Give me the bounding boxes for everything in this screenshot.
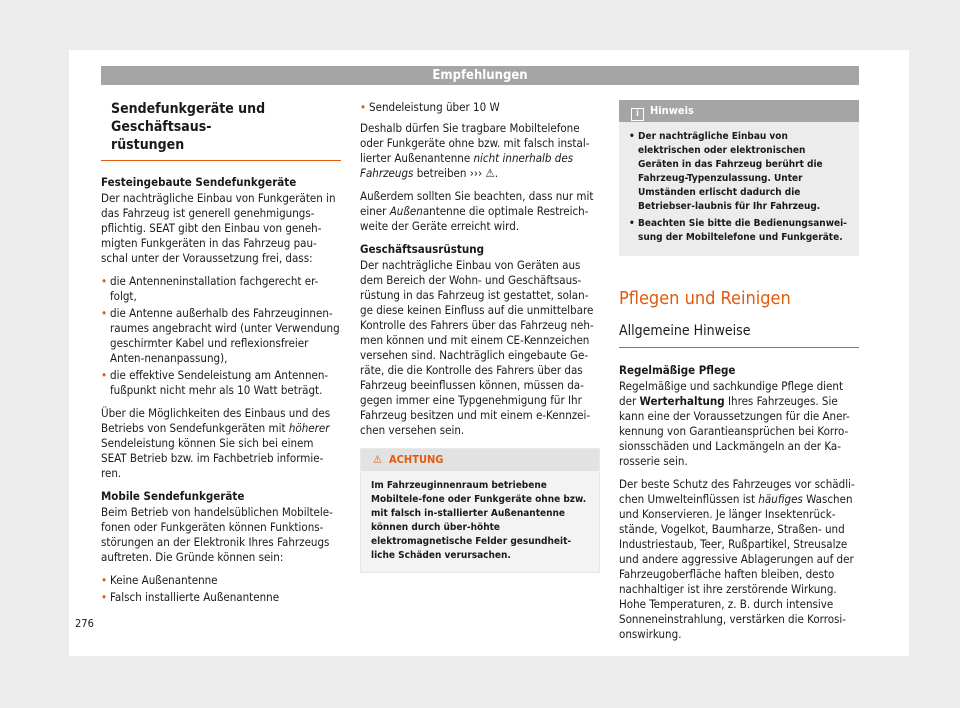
column-1	[101, 100, 341, 607]
paragraph: Deshalb dürfen Sie tragbare Mobiltelefone oder Funkgeräte ohne bzw. mit falsch instal-lierter Außenantenne nicht innerhalb des Fahrzeugs betreiben ››› ⚠.	[360, 121, 590, 180]
warning-header: ⚠ ACHTUNG	[361, 449, 599, 471]
section-title-line-2: rüstungen	[111, 137, 185, 153]
subheading-regular-care: Regelmäßige Pflege	[619, 363, 736, 377]
warning-box	[360, 448, 600, 573]
paragraph: Der nachträgliche Einbau von Funkgeräten in das Fahrzeug ist generell genehmigungs-pflichtig. SEAT gibt den Einbau von geneh-migten Funkgeräten in das Fahrzeug pau-schal unter der Voraussetzung frei, dass:	[101, 191, 336, 265]
subheading-business-equipment: Geschäftsausrüstung	[360, 242, 484, 256]
list-item: • Beachten Sie bitte die Bedienungsanwei-sung der Mobiltelefone und Funkgeräte.	[629, 218, 847, 243]
section-title-radio	[101, 100, 341, 161]
list-item: • die effektive Sendeleistung am Antennen-fußpunkt nicht mehr als 10 Watt beträgt.	[101, 368, 329, 397]
chapter-header: Empfehlungen	[101, 66, 859, 85]
list-item: • die Antenneninstallation fachgerecht er-folgt,	[101, 274, 319, 303]
column-3	[619, 100, 859, 650]
page-number: 276	[75, 617, 94, 630]
note-body	[619, 122, 859, 256]
warning-text: Im Fahrzeuginnenraum betriebene Mobiltele-fone oder Funkgeräte ohne bzw. mit falsch in-stallierter Außenantenne können durch über-höhte elektromagnetische Felder gesundheit-liche Schäden verursachen.	[361, 471, 599, 572]
paragraph: Der beste Schutz des Fahrzeuges vor schädli-chen Umwelteinflüssen ist häufiges Waschen und Konservieren. Je länger Insektenrück-stände, Vogelkot, Baumharze, Straßen- und Industriestaub, Teer, Rußpartikel, Streusalze und andere aggressive Ablagerungen auf der Fahrzeugoberfläche haften bleiben, desto nachhaltiger ist ihre zerstörende Wirkung. Hohe Temperaturen, z. B. durch intensive Sonneneinstrahlung, verstärken die Korrosi-onswirkung.	[619, 477, 855, 641]
chapter-title: Pflegen und Reinigen	[619, 288, 791, 309]
list-item: • Der nachträgliche Einbau von elektrischen oder elektronischen Geräten in das Fahrzeug berührt die Fahrzeug-Typenzulassung. Unter Umständen erlischt dadurch die Betriebser-laubnis für Ihr Fahrzeug.	[629, 131, 823, 212]
section-title-line-1: Sendefunkgeräte und Geschäftsaus-	[111, 101, 266, 135]
paragraph: Außerdem sollten Sie beachten, dass nur mit einer Außenantenne die optimale Restreich-weite der Geräte erreicht wird.	[360, 189, 594, 233]
list-item: • Falsch installierte Außenantenne	[101, 590, 280, 604]
note-box	[619, 100, 859, 256]
paragraph: Über die Möglichkeiten des Einbaus und des Betriebs von Sendefunkgeräten mit höherer Sendeleistung können Sie sich bei einem SEAT Betrieb bzw. im Fachbetrieb informie-ren.	[101, 406, 331, 480]
list-item: • Sendeleistung über 10 W	[360, 100, 500, 114]
section-title-general: Allgemeine Hinweise	[619, 322, 859, 348]
column-2	[360, 100, 600, 573]
paragraph: Der nachträgliche Einbau von Geräten aus dem Bereich der Wohn- und Geschäftsaus-rüstung in das Fahrzeug ist gestattet, solan-ge diese keinen Einfluss auf die unmittelbare Kontrolle des Fahrers über das Fahrzeug neh-men können und mit einem CE-Kennzeichen versehen sind. Nachträglich eingebaute Ge-räte, die die Kontrolle des Fahrers über das Fahrzeug beeinflussen können, müssen da-gegen immer eine Typgenehmigung für Ihr Fahrzeug besitzen und mit einem e-Kennzei-chen versehen sein.	[360, 258, 594, 437]
note-header: i Hinweis	[619, 100, 859, 122]
subheading-fixed-radios: Festeingebaute Sendefunkgeräte	[101, 175, 297, 189]
list-item: • Keine Außenantenne	[101, 573, 218, 587]
paragraph: Beim Betrieb von handelsüblichen Mobiltele-fonen oder Funkgeräten können Funktions-störungen an der Elektronik Ihres Fahrzeugs auftreten. Die Gründe können sein:	[101, 505, 333, 564]
subheading-mobile-radios: Mobile Sendefunkgeräte	[101, 489, 245, 503]
paragraph: Regelmäßige und sachkundige Pflege dient der Werterhaltung Ihres Fahrzeuges. Sie kann eine der Voraussetzungen für die Aner-kennung von Garantieansprüchen bei Korro-sionsschäden und Lackmängeln an der Ka-rosserie sein.	[619, 379, 850, 468]
info-icon: i	[631, 108, 644, 121]
warning-triangle-icon: ⚠	[373, 453, 382, 466]
list-item: • die Antenne außerhalb des Fahrzeuginnen-raumes angebracht wird (unter Verwendung geschirmter Kabel und reflexionsfreier Anten-nenanpassung),	[101, 306, 340, 365]
